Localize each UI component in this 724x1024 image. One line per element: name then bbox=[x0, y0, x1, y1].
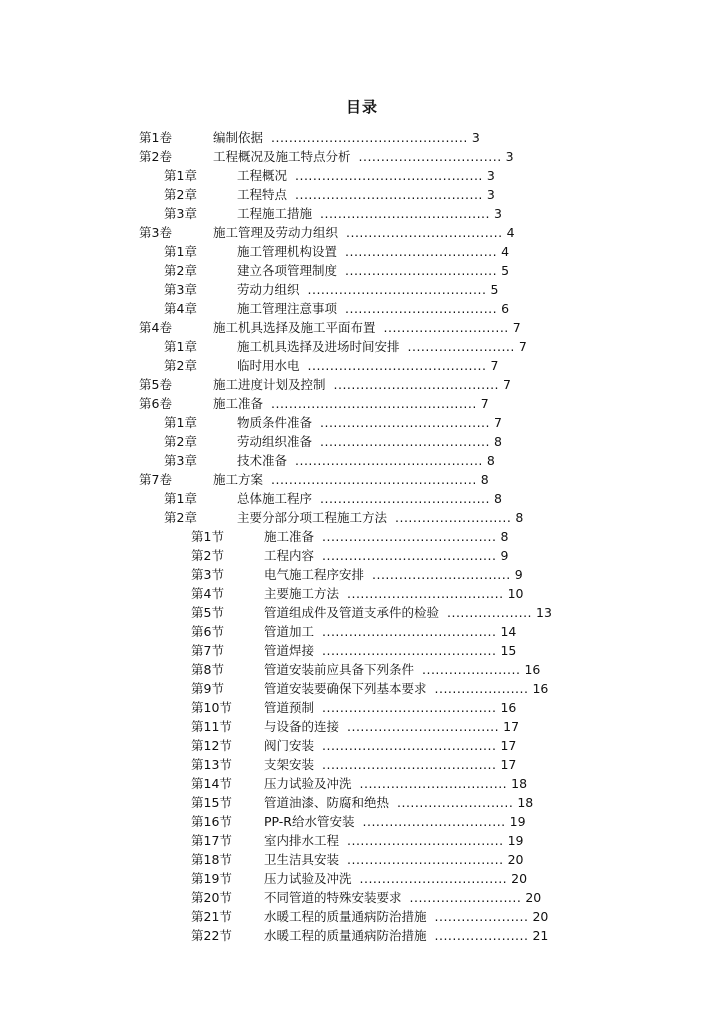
toc-leader-dots: ...................................... bbox=[320, 415, 491, 430]
toc-entry-number: 第6节 bbox=[191, 624, 224, 639]
toc-entry-heading bbox=[237, 299, 509, 318]
toc-entry-title: 施工机具选择及施工平面布置 bbox=[213, 320, 376, 335]
toc-leader-dots: ................................... bbox=[347, 852, 504, 867]
toc-leader-dots: ........................ bbox=[407, 339, 515, 354]
toc-leader-dots: ................................... bbox=[347, 586, 504, 601]
toc-leader-dots: ................................. bbox=[359, 776, 508, 791]
toc-entry-number: 第7卷 bbox=[139, 472, 172, 487]
toc-leader-dots: .......................................... bbox=[295, 168, 483, 183]
toc-entry[interactable] bbox=[0, 850, 724, 869]
toc-entry-number: 第1章 bbox=[164, 168, 197, 183]
toc-entry[interactable] bbox=[0, 565, 724, 584]
toc-leader-dots: ............................... bbox=[372, 567, 511, 582]
toc-page-number: 10 bbox=[507, 586, 524, 601]
toc-entry-title: 编制依据 bbox=[213, 130, 264, 145]
toc-page-number: 16 bbox=[524, 662, 541, 677]
toc-page-number: 5 bbox=[501, 263, 510, 278]
toc-leader-dots: ...................................... bbox=[320, 491, 491, 506]
toc-leader-dots: ..................................... bbox=[333, 377, 500, 392]
toc-leader-dots: ...................... bbox=[422, 662, 521, 677]
toc-page-number: 17 bbox=[503, 719, 520, 734]
toc-page-number: 3 bbox=[471, 130, 480, 145]
toc-entry-number: 第1章 bbox=[164, 415, 197, 430]
toc-entry-heading bbox=[264, 603, 552, 622]
toc-entry-number: 第9节 bbox=[191, 681, 224, 696]
toc-entry[interactable] bbox=[0, 280, 724, 299]
toc-entry[interactable] bbox=[0, 717, 724, 736]
toc-entry[interactable] bbox=[0, 185, 724, 204]
toc-page-number: 8 bbox=[500, 529, 509, 544]
toc-entry-number: 第5卷 bbox=[139, 377, 172, 392]
toc-entry-number: 第13节 bbox=[191, 757, 232, 772]
toc-entry[interactable] bbox=[0, 888, 724, 907]
toc-leader-dots: ............................ bbox=[383, 320, 509, 335]
toc-entry[interactable] bbox=[0, 489, 724, 508]
toc-entry[interactable] bbox=[0, 204, 724, 223]
toc-entry[interactable] bbox=[0, 907, 724, 926]
toc-entry-heading bbox=[237, 508, 523, 527]
toc-entry-title: 室内排水工程 bbox=[264, 833, 340, 848]
toc-entry-heading bbox=[237, 451, 495, 470]
toc-leader-dots: .............................................. bbox=[271, 396, 477, 411]
toc-entry-number: 第2章 bbox=[164, 358, 197, 373]
toc-leader-dots: ........................................ bbox=[307, 358, 487, 373]
toc-leader-dots: .................................. bbox=[345, 244, 498, 259]
toc-leader-dots: ................................... bbox=[347, 833, 504, 848]
toc-entry-title: PP-R给水管安装 bbox=[264, 814, 355, 829]
toc-page-number: 7 bbox=[512, 320, 521, 335]
toc-entry-title: 主要施工方法 bbox=[264, 586, 340, 601]
toc-entry-heading bbox=[213, 394, 489, 413]
toc-entry-heading bbox=[237, 489, 502, 508]
toc-entry-title: 卫生洁具安装 bbox=[264, 852, 340, 867]
toc-page-number: 5 bbox=[490, 282, 499, 297]
toc-leader-dots: .............................................. bbox=[271, 472, 477, 487]
toc-entry[interactable] bbox=[0, 774, 724, 793]
toc-entry-heading bbox=[264, 622, 516, 641]
toc-leader-dots: .......................... bbox=[395, 510, 512, 525]
toc-page-number: 13 bbox=[536, 605, 552, 620]
toc-entry-number: 第10节 bbox=[191, 700, 232, 715]
toc-entry-number: 第14节 bbox=[191, 776, 232, 791]
toc-leader-dots: ....................................... bbox=[322, 643, 497, 658]
toc-entry-heading bbox=[264, 793, 533, 812]
toc-entry-number: 第12节 bbox=[191, 738, 232, 753]
toc-entry[interactable] bbox=[0, 603, 724, 622]
toc-entry-title: 工程概况及施工特点分析 bbox=[213, 149, 351, 164]
toc-page-number: 20 bbox=[532, 909, 549, 924]
toc-entry-title: 水暖工程的质量通病防治措施 bbox=[264, 909, 427, 924]
toc-entry-heading bbox=[237, 242, 509, 261]
toc-entry-heading bbox=[213, 147, 514, 166]
toc-entry[interactable] bbox=[0, 546, 724, 565]
toc-entry-heading bbox=[237, 413, 502, 432]
toc-entry-heading bbox=[237, 166, 495, 185]
toc-entry-heading bbox=[264, 850, 524, 869]
toc-entry-heading bbox=[213, 128, 480, 147]
toc-entry[interactable] bbox=[0, 793, 724, 812]
toc-entry[interactable] bbox=[0, 679, 724, 698]
toc-entry-number: 第18节 bbox=[191, 852, 232, 867]
toc-entry-heading bbox=[237, 337, 527, 356]
toc-leader-dots: ............................................ bbox=[271, 130, 468, 145]
toc-entry-number: 第20节 bbox=[191, 890, 232, 905]
toc-entry-number: 第3卷 bbox=[139, 225, 172, 240]
toc-page-number: 4 bbox=[506, 225, 515, 240]
toc-entry-number: 第4章 bbox=[164, 301, 197, 316]
toc-entry[interactable] bbox=[0, 527, 724, 546]
toc-entry-number: 第1节 bbox=[191, 529, 224, 544]
toc-entry-number: 第3章 bbox=[164, 282, 197, 297]
toc-entry[interactable] bbox=[0, 261, 724, 280]
toc-entry-heading bbox=[264, 869, 527, 888]
toc-page-number: 7 bbox=[503, 377, 511, 392]
toc-page-number: 20 bbox=[525, 890, 542, 905]
toc-leader-dots: ................................ bbox=[362, 814, 506, 829]
toc-page-number: 4 bbox=[501, 244, 510, 259]
toc-entry-title: 施工方案 bbox=[213, 472, 264, 487]
toc-entry-title: 施工进度计划及控制 bbox=[213, 377, 326, 392]
toc-entry-number: 第8节 bbox=[191, 662, 224, 677]
toc-entry-number: 第2章 bbox=[164, 434, 197, 449]
toc-entry-number: 第2章 bbox=[164, 510, 197, 525]
toc-entry[interactable] bbox=[0, 318, 724, 337]
toc-entry[interactable] bbox=[0, 584, 724, 603]
toc-page-number: 16 bbox=[500, 700, 517, 715]
toc-leader-dots: ....................................... bbox=[322, 700, 497, 715]
toc-entry-heading bbox=[264, 774, 527, 793]
toc-entry-title: 管道焊接 bbox=[264, 643, 315, 658]
toc-entry-title: 施工管理机构设置 bbox=[237, 244, 338, 259]
toc-entry[interactable] bbox=[0, 736, 724, 755]
toc-entry-number: 第1章 bbox=[164, 339, 197, 354]
toc-entry-heading bbox=[264, 660, 540, 679]
toc-entry-number: 第3章 bbox=[164, 206, 197, 221]
toc-entry-title: 水暖工程的质量通病防治措施 bbox=[264, 928, 427, 943]
toc-entry-title: 劳动力组织 bbox=[237, 282, 300, 297]
toc-entry-number: 第3章 bbox=[164, 453, 197, 468]
toc-entry-title: 阀门安装 bbox=[264, 738, 315, 753]
toc-page-number: 7 bbox=[480, 396, 489, 411]
toc-page-number: 9 bbox=[500, 548, 509, 563]
toc-entry[interactable] bbox=[0, 375, 724, 394]
toc-entry[interactable] bbox=[0, 831, 724, 850]
toc-entry-heading bbox=[264, 717, 519, 736]
toc-leader-dots: ................... bbox=[447, 605, 533, 620]
toc-entry-heading bbox=[264, 679, 548, 698]
toc-entry-heading bbox=[213, 375, 511, 394]
toc-entry-number: 第15节 bbox=[191, 795, 232, 810]
toc-entry[interactable] bbox=[0, 812, 724, 831]
toc-entry[interactable] bbox=[0, 641, 724, 660]
toc-entry-heading bbox=[264, 926, 548, 945]
toc-entry-number: 第17节 bbox=[191, 833, 232, 848]
toc-leader-dots: .......................................... bbox=[295, 187, 483, 202]
toc-entry-title: 技术准备 bbox=[237, 453, 288, 468]
toc-page-number: 8 bbox=[480, 472, 489, 487]
toc-entry-number: 第2章 bbox=[164, 263, 197, 278]
toc-entry-title: 施工准备 bbox=[264, 529, 315, 544]
toc-entry-heading bbox=[264, 698, 516, 717]
toc-entry-heading bbox=[264, 527, 508, 546]
toc-page-number: 8 bbox=[494, 491, 502, 506]
toc-entry-number: 第6卷 bbox=[139, 396, 172, 411]
toc-entry-title: 压力试验及冲洗 bbox=[264, 871, 352, 886]
toc-entry[interactable] bbox=[0, 698, 724, 717]
toc-entry[interactable] bbox=[0, 242, 724, 261]
toc-entry-heading bbox=[213, 470, 489, 489]
toc-page-number: 18 bbox=[517, 795, 534, 810]
toc-page-number: 14 bbox=[500, 624, 517, 639]
toc-entry-title: 管道油漆、防腐和绝热 bbox=[264, 795, 390, 810]
toc-entry-heading bbox=[213, 223, 515, 242]
toc-entry[interactable] bbox=[0, 128, 724, 147]
toc-entry-heading bbox=[237, 261, 509, 280]
toc-page-number: 8 bbox=[494, 434, 502, 449]
toc-entry-title: 与设备的连接 bbox=[264, 719, 340, 734]
toc-entry-heading bbox=[264, 907, 548, 926]
toc-entry-heading bbox=[264, 641, 516, 660]
toc-page-number: 3 bbox=[486, 168, 495, 183]
toc-entry-number: 第1章 bbox=[164, 491, 197, 506]
toc-entry-number: 第16节 bbox=[191, 814, 232, 829]
toc-entry-heading bbox=[213, 318, 521, 337]
toc-entry-title: 主要分部分项工程施工方法 bbox=[237, 510, 388, 525]
toc-page-number: 8 bbox=[515, 510, 524, 525]
toc-page-number: 17 bbox=[500, 738, 517, 753]
toc-leader-dots: ..................... bbox=[434, 909, 529, 924]
toc-entry-title: 不同管道的特殊安装要求 bbox=[264, 890, 402, 905]
toc-entry-heading bbox=[237, 356, 498, 375]
toc-entry-number: 第21节 bbox=[191, 909, 232, 924]
toc-entry-heading bbox=[237, 185, 495, 204]
toc-entry[interactable] bbox=[0, 166, 724, 185]
toc-entry-heading bbox=[264, 831, 524, 850]
toc-entry-title: 管道组成件及管道支承件的检验 bbox=[264, 605, 440, 620]
toc-entry-title: 工程概况 bbox=[237, 168, 288, 183]
toc-entry-title: 管道安装前应具备下列条件 bbox=[264, 662, 415, 677]
toc-entry[interactable] bbox=[0, 470, 724, 489]
toc-entry-title: 压力试验及冲洗 bbox=[264, 776, 352, 791]
toc-page-number: 3 bbox=[494, 206, 502, 221]
toc-leader-dots: ......................... bbox=[409, 890, 522, 905]
toc-leader-dots: .......................... bbox=[397, 795, 514, 810]
toc-entry-title: 劳动组织准备 bbox=[237, 434, 313, 449]
toc-entry-title: 总体施工程序 bbox=[237, 491, 313, 506]
toc-entry-title: 管道预制 bbox=[264, 700, 315, 715]
toc-entry[interactable] bbox=[0, 869, 724, 888]
toc-page-number: 16 bbox=[532, 681, 549, 696]
toc-leader-dots: ....................................... bbox=[322, 624, 497, 639]
toc-leader-dots: ..................... bbox=[434, 681, 529, 696]
toc-entry-heading bbox=[264, 812, 526, 831]
toc-entry[interactable] bbox=[0, 337, 724, 356]
table-of-contents bbox=[0, 128, 724, 945]
toc-page-number: 7 bbox=[518, 339, 527, 354]
toc-page-number: 15 bbox=[500, 643, 517, 658]
toc-entry-heading bbox=[237, 204, 502, 223]
toc-page-number: 21 bbox=[532, 928, 549, 943]
toc-entry-heading bbox=[264, 736, 516, 755]
toc-page-number: 7 bbox=[490, 358, 499, 373]
toc-entry-title: 施工管理注意事项 bbox=[237, 301, 338, 316]
toc-entry[interactable] bbox=[0, 508, 724, 527]
toc-entry-title: 临时用水电 bbox=[237, 358, 300, 373]
toc-entry-number: 第5节 bbox=[191, 605, 224, 620]
toc-entry[interactable] bbox=[0, 394, 724, 413]
toc-entry-number: 第2章 bbox=[164, 187, 197, 202]
toc-entry-heading bbox=[264, 546, 508, 565]
toc-leader-dots: ................................ bbox=[358, 149, 502, 164]
toc-entry-number: 第1章 bbox=[164, 244, 197, 259]
toc-page-number: 8 bbox=[486, 453, 495, 468]
toc-leader-dots: ..................... bbox=[434, 928, 529, 943]
toc-leader-dots: ....................................... bbox=[322, 548, 497, 563]
toc-entry[interactable] bbox=[0, 451, 724, 470]
toc-page-number: 19 bbox=[509, 814, 526, 829]
toc-entry-title: 支架安装 bbox=[264, 757, 315, 772]
toc-leader-dots: ................................... bbox=[346, 225, 503, 240]
toc-entry-number: 第3节 bbox=[191, 567, 224, 582]
toc-entry-number: 第4节 bbox=[191, 586, 224, 601]
toc-entry[interactable] bbox=[0, 413, 724, 432]
toc-page-number: 3 bbox=[486, 187, 495, 202]
toc-entry-number: 第22节 bbox=[191, 928, 232, 943]
toc-entry-number: 第1卷 bbox=[139, 130, 172, 145]
toc-page-number: 20 bbox=[507, 852, 524, 867]
toc-entry-title: 施工管理及劳动力组织 bbox=[213, 225, 339, 240]
toc-entry-heading bbox=[237, 432, 502, 451]
toc-leader-dots: .......................................... bbox=[295, 453, 483, 468]
toc-page-number: 7 bbox=[494, 415, 502, 430]
toc-entry[interactable] bbox=[0, 926, 724, 945]
toc-entry-title: 管道安装要确保下列基本要求 bbox=[264, 681, 427, 696]
toc-leader-dots: ...................................... bbox=[320, 434, 491, 449]
toc-page-number: 17 bbox=[500, 757, 517, 772]
toc-leader-dots: ....................................... bbox=[322, 738, 497, 753]
toc-entry-title: 管道加工 bbox=[264, 624, 315, 639]
toc-page-number: 3 bbox=[505, 149, 514, 164]
toc-page-number: 6 bbox=[501, 301, 510, 316]
toc-entry-number: 第4卷 bbox=[139, 320, 172, 335]
toc-leader-dots: .................................. bbox=[345, 263, 498, 278]
toc-entry[interactable] bbox=[0, 299, 724, 318]
toc-entry-number: 第19节 bbox=[191, 871, 232, 886]
toc-entry-heading bbox=[264, 888, 541, 907]
toc-leader-dots: .................................. bbox=[347, 719, 500, 734]
toc-entry-number: 第2卷 bbox=[139, 149, 172, 164]
toc-entry-title: 施工机具选择及进场时间安排 bbox=[237, 339, 400, 354]
toc-entry[interactable] bbox=[0, 223, 724, 242]
toc-entry-title: 建立各项管理制度 bbox=[237, 263, 338, 278]
toc-page-number: 20 bbox=[511, 871, 528, 886]
toc-entry-title: 工程特点 bbox=[237, 187, 288, 202]
toc-entry-title: 电气施工程序安排 bbox=[264, 567, 365, 582]
toc-page-number: 9 bbox=[514, 567, 523, 582]
toc-leader-dots: ...................................... bbox=[320, 206, 491, 221]
toc-leader-dots: ................................. bbox=[359, 871, 508, 886]
toc-entry-heading bbox=[264, 565, 523, 584]
toc-entry[interactable] bbox=[0, 356, 724, 375]
toc-entry-heading bbox=[264, 584, 524, 603]
toc-page-number: 18 bbox=[511, 776, 528, 791]
toc-entry-number: 第2节 bbox=[191, 548, 224, 563]
toc-entry-number: 第7节 bbox=[191, 643, 224, 658]
toc-entry-title: 施工准备 bbox=[213, 396, 264, 411]
toc-entry-title: 工程施工措施 bbox=[237, 206, 313, 221]
toc-leader-dots: ....................................... bbox=[322, 757, 497, 772]
toc-entry[interactable] bbox=[0, 622, 724, 641]
toc-entry-heading bbox=[264, 755, 516, 774]
toc-entry[interactable] bbox=[0, 147, 724, 166]
toc-entry[interactable] bbox=[0, 660, 724, 679]
toc-page-number: 19 bbox=[507, 833, 524, 848]
toc-entry-number: 第11节 bbox=[191, 719, 232, 734]
toc-leader-dots: .................................. bbox=[345, 301, 498, 316]
toc-entry[interactable] bbox=[0, 755, 724, 774]
toc-leader-dots: ....................................... bbox=[322, 529, 497, 544]
toc-entry-heading bbox=[237, 280, 498, 299]
toc-leader-dots: ........................................ bbox=[307, 282, 487, 297]
toc-entry[interactable] bbox=[0, 432, 724, 451]
toc-entry-title: 物质条件准备 bbox=[237, 415, 313, 430]
toc-title: 目录 bbox=[345, 98, 378, 116]
toc-entry-title: 工程内容 bbox=[264, 548, 315, 563]
